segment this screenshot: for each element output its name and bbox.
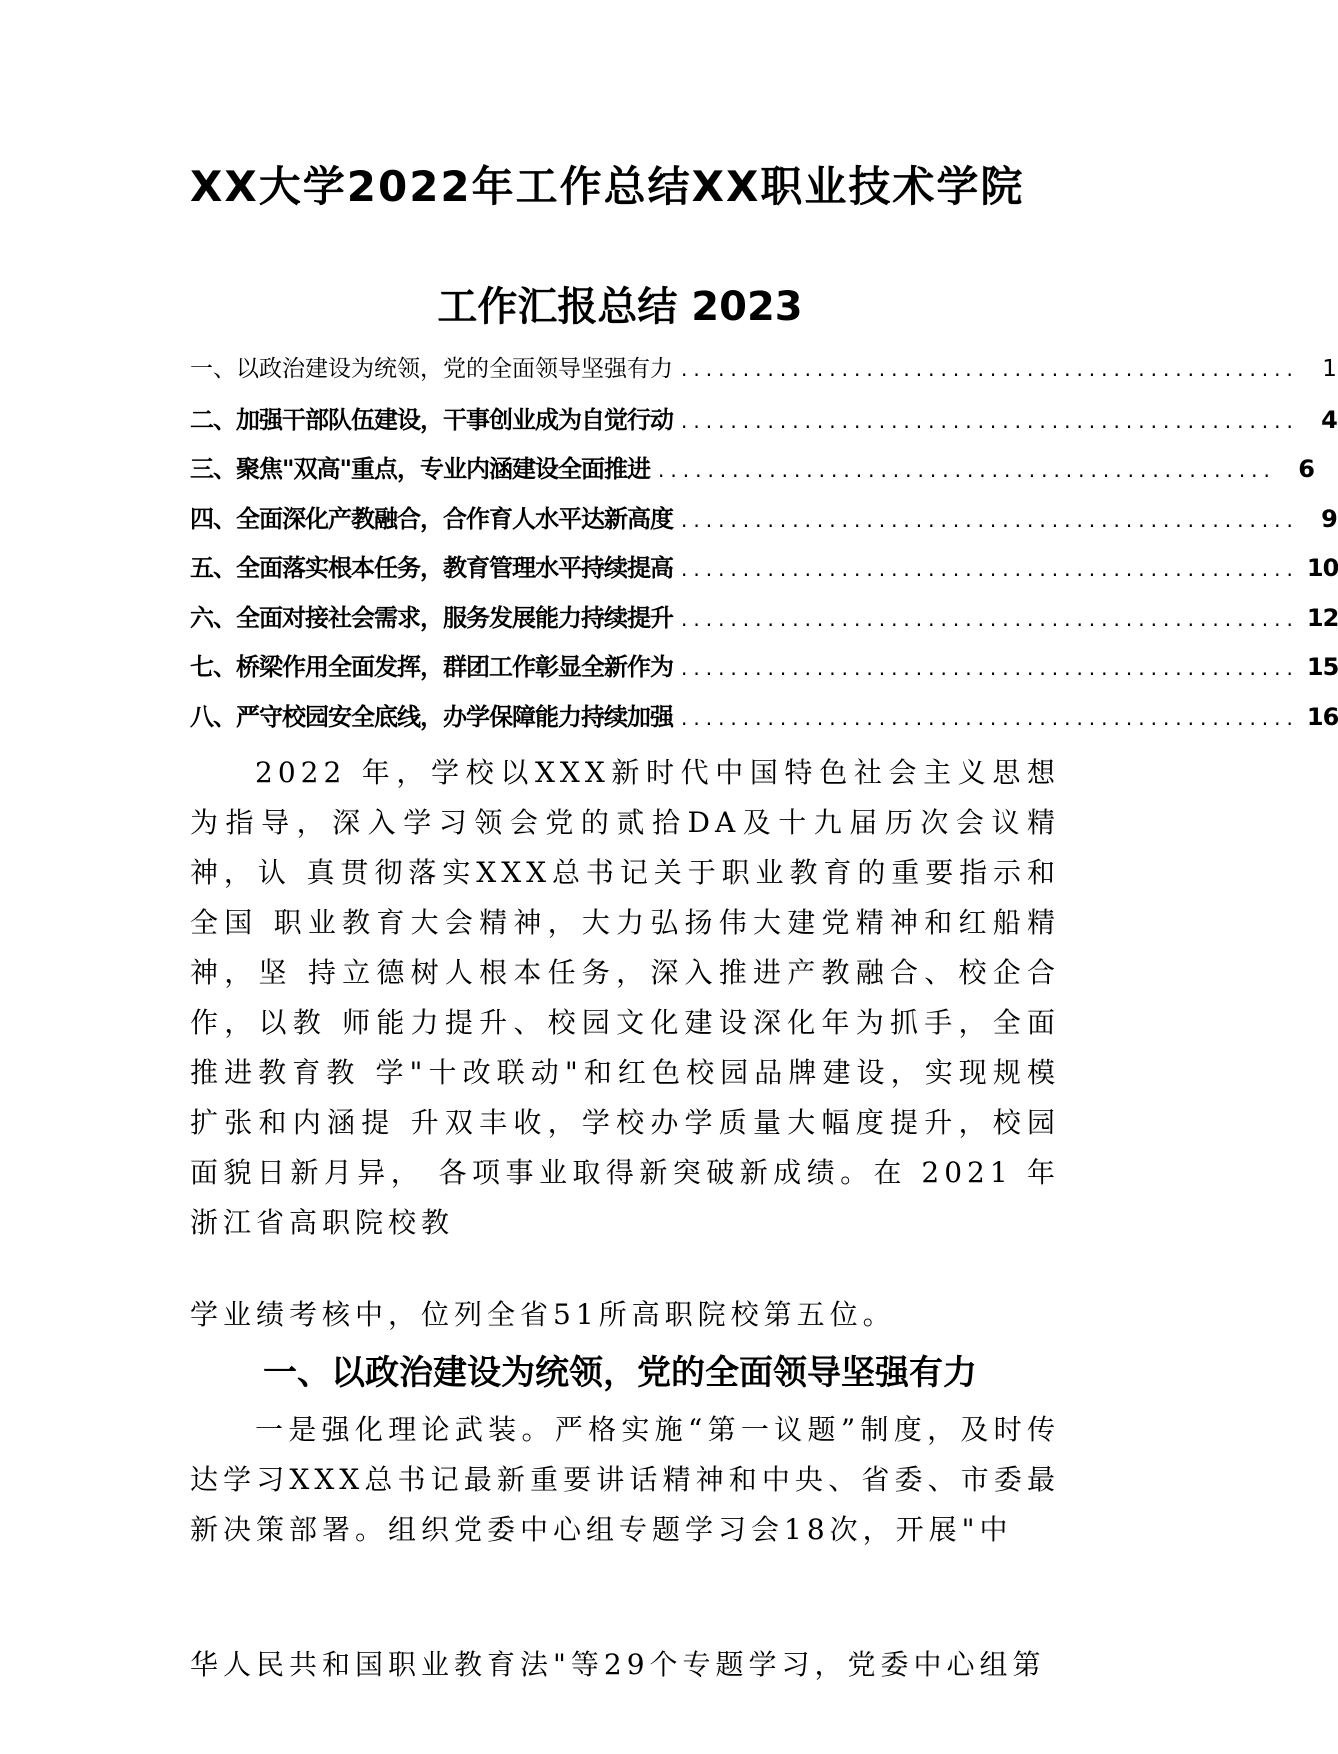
toc-entry[interactable]: [190, 647, 1338, 697]
toc-entry-label: 四、全面深化产教融合，合作育人水平达新高度: [190, 504, 673, 533]
intro-paragraph: 2022 年，学校以XXX新时代中国特色社会主义思想为指导，深入学习领会党的贰拾DA及十九届历次会议精神，认 真贯彻落实XXX总书记关于职业教育的重要指示和全国 职业教育大会精神，大力弘扬伟大建党精神和红船精神，坚 持立德树人根本任务，深入推进产教融合、校企合作，以教 师能力提升、校园文化建设深化年为抓手，全面推进教育教 学"十改联动"和红色校园品牌建设，实现规模扩张和内涵提 升双丰收，学校办学质量大幅度提升，校园面貌日新月异， 各项事业取得新突破新成绩。在 2021 年浙江省高职院校教: [190, 756, 1060, 1239]
toc-leader-dots: ..................................................: [681, 656, 1299, 680]
toc-entry[interactable]: [190, 499, 1337, 549]
toc-leader-dots: ..................................................: [681, 507, 1299, 532]
toc-entry-label: 二、加强干部队伍建设，干事创业成为自觉行动: [190, 405, 673, 434]
toc-leader-dots: ..................................................: [658, 458, 1276, 482]
section-paragraph-continuation: 华人民共和国职业教育法"等29个专题学习，党委中心组第: [190, 1648, 1046, 1681]
toc-entry[interactable]: [190, 350, 1337, 400]
toc-leader-dots: ..................................................: [681, 408, 1299, 433]
toc-entry[interactable]: [190, 598, 1338, 648]
toc-entry-page: 4: [1321, 405, 1337, 434]
toc-entry[interactable]: [190, 400, 1337, 450]
toc-entry[interactable]: [190, 449, 1314, 499]
toc-entry-page: 10: [1306, 554, 1338, 582]
toc-entry[interactable]: [190, 548, 1338, 598]
toc-entry-label: 一、以政治建设为统领，党的全面领导坚强有力: [190, 356, 673, 382]
document-title: XX大学2022年工作总结XX职业技术学院: [190, 162, 1025, 211]
section-paragraph: 一是强化理论武装。严格实施“第一议题”制度，及时传达学习XXX总书记最新重要讲话精神和中央、省委、市委最新决策部署。组织党委中心组专题学习会18次，开展"中: [190, 1413, 1060, 1546]
toc-entry-page: 1: [1322, 356, 1337, 382]
toc-entry-label: 七、桥梁作用全面发挥，群团工作彰显全新作为: [190, 653, 673, 681]
section-heading: 一、以政治建设为统领，党的全面领导坚强有力: [263, 1353, 977, 1393]
intro-paragraph-continuation: 学业绩考核中，位列全省51所高职院校第五位。: [190, 1298, 896, 1331]
toc-entry-page: 12: [1306, 603, 1338, 632]
toc-leader-dots: ..................................................: [681, 705, 1299, 730]
toc-entry-page: 15: [1306, 653, 1338, 681]
table-of-contents: [190, 350, 1338, 746]
toc-leader-dots: ..................................................: [681, 357, 1299, 381]
toc-entry-label: 六、全面对接社会需求，服务发展能力持续提升: [190, 603, 673, 632]
document-subtitle: 工作汇报总结 2023: [437, 284, 803, 330]
toc-entry-page: 9: [1321, 504, 1337, 533]
toc-entry-page: 6: [1298, 455, 1314, 483]
toc-entry-label: 八、严守校园安全底线，办学保障能力持续加强: [190, 702, 673, 731]
toc-entry-label: 五、全面落实根本任务，教育管理水平持续提高: [190, 554, 673, 582]
toc-entry-page: 16: [1306, 702, 1338, 731]
toc-leader-dots: ..................................................: [681, 606, 1299, 631]
toc-leader-dots: ..................................................: [681, 557, 1299, 581]
toc-entry[interactable]: [190, 697, 1338, 747]
toc-entry-label: 三、聚焦"双高"重点，专业内涵建设全面推进: [190, 455, 651, 483]
